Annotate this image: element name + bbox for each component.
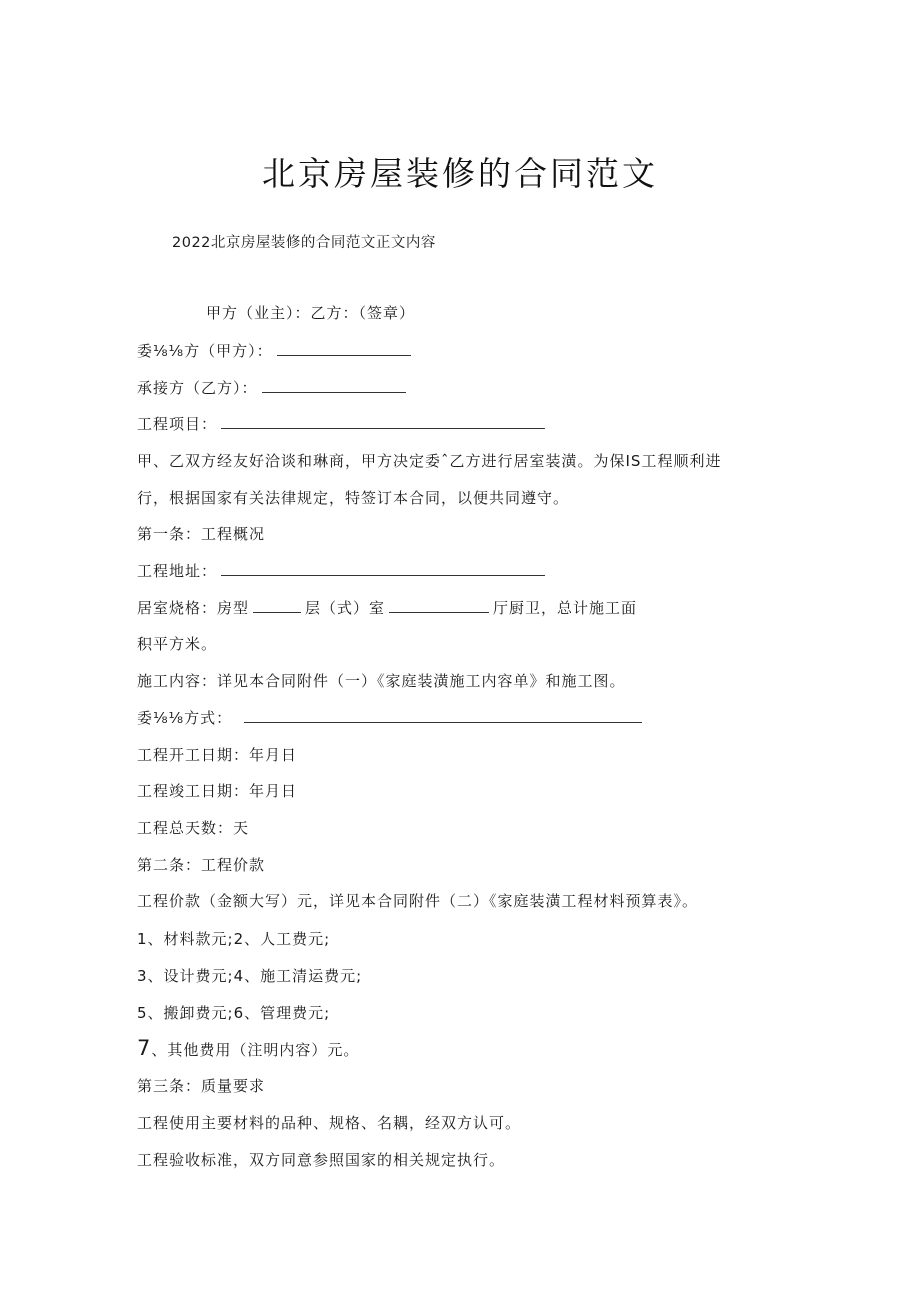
address-line (137, 560, 549, 581)
intro-line-1: 甲、乙双方经友好洽谈和琳商，甲方决定委ˆ乙方进行居室装潢。为保IS工程顺利进 (137, 452, 722, 470)
fee-line-7 (137, 1036, 359, 1060)
client-blank (277, 354, 411, 356)
room-prefix: 居室烧格：房型 (137, 599, 250, 617)
start-date-line: 工程开工日期：年月日 (137, 746, 298, 764)
project-label: 工程项目： (137, 415, 218, 433)
quality-line-1: 工程使用主要材料的品种、规格、名耦，经双方认可。 (137, 1114, 522, 1132)
article-1-heading: 第一条：工程概况 (137, 525, 266, 543)
document-title: 北京房屋装修的合同范文 (262, 154, 658, 193)
client-label: 委⅛⅛方（甲方）： (137, 342, 273, 360)
client-line (137, 340, 415, 361)
room-line (137, 597, 637, 618)
project-blank (221, 427, 545, 429)
fee-line-1: 1、材料款元;2、人工费元; (137, 930, 331, 948)
intro-line-2: 行，根据国家有关法律规定，特签订本合同，以便共同遵守。 (137, 489, 570, 507)
article-2-heading: 第二条：工程价款 (137, 856, 266, 874)
address-label: 工程地址： (137, 562, 218, 580)
parties-line: 甲方（业主）：乙方：（签章） (206, 304, 416, 322)
method-label: 委⅛⅛方式： (137, 709, 233, 727)
room-suffix: 厅厨卫，总计施工面 (493, 599, 638, 617)
quality-line-2: 工程验收标准，双方同意参照国家的相关规定执行。 (137, 1151, 506, 1169)
contractor-blank (262, 391, 406, 393)
price-line: 工程价款（金额大写）元，详见本合同附件（二）《家庭装潢工程材料预算表》。 (137, 892, 699, 910)
contractor-line (137, 377, 410, 398)
room-type-blank (253, 611, 301, 613)
document-subtitle: 2022北京房屋装修的合同范文正文内容 (172, 235, 436, 251)
address-blank (221, 574, 545, 576)
article-3-heading: 第三条：质量要求 (137, 1077, 266, 1095)
end-date-line: 工程竣工日期：年月日 (137, 782, 298, 800)
fee-line-3: 5、搬卸费元;6、管理费元; (137, 1004, 331, 1022)
content-line: 施工内容：详见本合同附件（一）《家庭装潢施工内容单》和施工图。 (137, 672, 626, 690)
area-line: 积平方米。 (137, 635, 218, 653)
total-days-line: 工程总天数：天 (137, 819, 250, 837)
method-blank (244, 721, 642, 723)
room-mid: 层（式）室 (305, 599, 386, 617)
contractor-label: 承接方（乙方）： (137, 379, 258, 397)
fee-line-2: 3、设计费元;4、施工清运费元; (137, 967, 363, 985)
method-line (137, 707, 646, 728)
project-line (137, 413, 549, 434)
fee-7-number: 7 (137, 1036, 152, 1060)
fee-7-text: 、其他费用（注明内容）元。 (151, 1041, 360, 1059)
room-count-blank (389, 611, 489, 613)
